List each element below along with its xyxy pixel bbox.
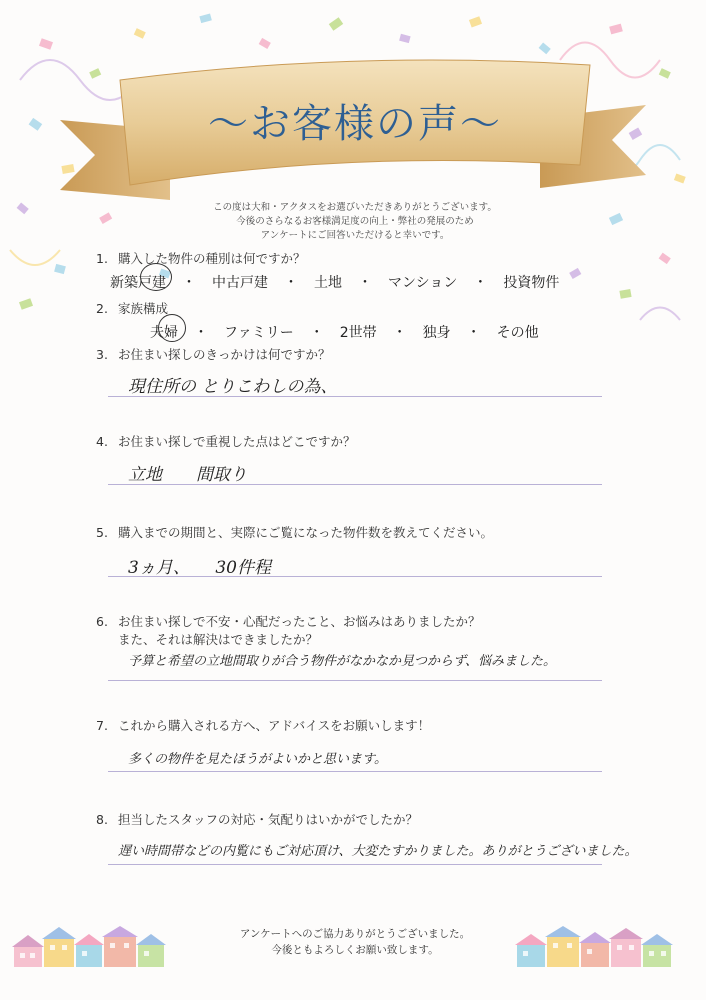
option-new-house[interactable]: 新築戸建 (110, 275, 166, 291)
option-condo[interactable]: マンション (388, 275, 458, 291)
question-number: 6. (96, 614, 108, 629)
page-title: 〜お客様の声〜 (208, 101, 502, 147)
question-8 (96, 810, 418, 828)
selected-circle-mark (140, 263, 172, 291)
option-other[interactable]: その他 (496, 325, 539, 341)
question-number: 3. (96, 347, 108, 362)
option-investment[interactable]: 投資物件 (503, 275, 560, 291)
option-used-house[interactable]: 中古戸建 (212, 275, 268, 291)
option-two-generation[interactable]: 2世帯 (339, 325, 377, 341)
question-text: お住まい探しで不安・心配だったこと、お悩みはありましたか？ (118, 614, 481, 629)
houses-illustration-right (515, 925, 685, 970)
answer-line (108, 484, 602, 485)
question-2 (96, 299, 168, 317)
answer-3: 現住所の とりこわしの為、 (128, 377, 338, 397)
intro-text (150, 201, 560, 243)
answer-8: 遅い時間帯などの内覧にもご対応頂け、大変たすかりました。ありがとうございました。 (118, 844, 638, 859)
question-number: 7. (96, 718, 108, 733)
option-couple[interactable]: 夫婦 (150, 325, 178, 341)
question-number: 4. (96, 434, 108, 449)
question-text: これから購入される方へ、アドバイスをお願いします！ (118, 718, 431, 733)
selected-circle-mark (158, 314, 186, 342)
question-3 (96, 345, 331, 363)
question-6-line-2: また、それは解決はできましたか？ (118, 632, 319, 647)
houses-illustration-left (12, 925, 182, 970)
intro-line-2: 今後のさらなるお客様満足度の向上・弊社の発展のため (236, 216, 474, 227)
question-number: 8. (96, 812, 108, 827)
question-text: お住まい探しで重視した点はどこですか？ (118, 434, 356, 449)
answer-6: 予算と希望の立地間取りが合う物件がなかなか見つからず、悩みました。 (128, 654, 556, 669)
question-number: 1. (96, 251, 108, 266)
question-number: 5. (96, 525, 108, 540)
answer-4: 立地 間取り (128, 465, 247, 485)
closing-text (150, 926, 560, 958)
answer-line (108, 864, 602, 865)
question-4 (96, 432, 356, 450)
q1-options: 新築戸建 ・ 中古戸建 ・ 土地 ・ マンション ・ 投資物件 (110, 275, 560, 291)
intro-line-1: この度は大和・アクタスをお選びいただきありがとうございます。 (213, 202, 497, 213)
closing-line-1: アンケートへのご協力ありがとうございました。 (239, 928, 471, 940)
q2-options: 夫婦 ・ ファミリー ・ 2世帯 ・ 独身 ・ その他 (150, 325, 539, 341)
answer-line (108, 771, 602, 772)
question-number: 2. (96, 301, 108, 316)
answer-line (108, 680, 602, 681)
intro-line-3: アンケートにご回答いただけると幸いです。 (260, 230, 450, 241)
option-land[interactable]: 土地 (314, 275, 342, 291)
option-family[interactable]: ファミリー (224, 325, 294, 341)
option-single[interactable]: 独身 (422, 325, 451, 341)
answer-line (108, 396, 602, 397)
question-text: 購入した物件の種別は何ですか？ (118, 251, 306, 266)
question-7 (96, 716, 430, 734)
question-6 (96, 612, 481, 630)
question-text: 担当したスタッフの対応・気配りはいかがでしたか？ (118, 812, 419, 827)
question-5 (96, 523, 493, 541)
answer-5: 3ヵ月、 30件程 (128, 558, 271, 578)
question-1 (96, 249, 306, 267)
closing-line-2: 今後ともよろしくお願い致します。 (271, 944, 439, 956)
answer-line (108, 576, 602, 577)
question-text: 購入までの期間と、実際にご覧になった物件数を教えてください。 (118, 525, 494, 540)
answer-7: 多くの物件を見たほうがよいかと思います。 (128, 752, 387, 767)
question-text: お住まい探しのきっかけは何ですか？ (118, 347, 331, 362)
question-text: 家族構成 (118, 301, 169, 316)
